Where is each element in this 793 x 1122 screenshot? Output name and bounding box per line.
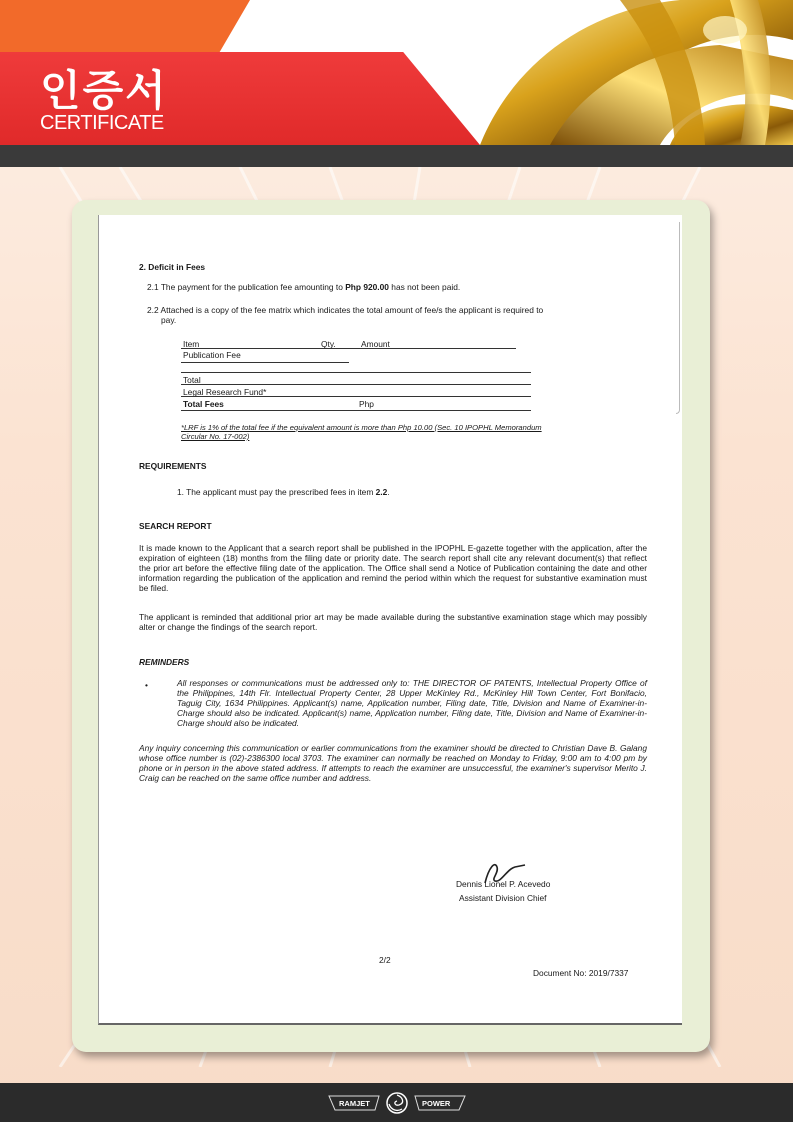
certificate-document — [98, 215, 682, 1025]
section-requirements-title: REQUIREMENTS — [139, 461, 207, 471]
ramjet-power-logo — [327, 1092, 467, 1114]
col-item: Item — [183, 339, 200, 349]
search-report-paragraph-2: The applicant is reminded that additional prior art may be made available during the substantive examination stage which may possibly alter or change the findings of the search report. — [139, 612, 647, 632]
page-number: 2/2 — [379, 955, 391, 965]
scan-edge — [676, 222, 680, 414]
gold-turbine-graphic — [470, 0, 793, 145]
table-rule — [181, 372, 531, 373]
inquiry-paragraph: Any inquiry concerning this communication or earlier communications from the examiner should be directed to Christian Dave B. Galang whose office number is (02)-2386300 local 3703. The examiner can normally be reached on Monday to Friday, 9:00 am to 4:00 pm by phone or in person in the above stated address. If attempts to reach the examiner are unsuccessful, the examiner's supervisor Merito J. Craig can be reached on the same office number and address. — [139, 743, 647, 783]
requirement-1: 1. The applicant must pay the prescribed fees in item 2.2. — [177, 487, 390, 497]
col-amount: Amount — [361, 339, 390, 349]
table-rule — [181, 396, 531, 397]
table-rule — [181, 348, 516, 349]
lrf-footnote: *LRF is 1% of the total fee if the equivalent amount is more than Php 10.00 (Sec. 10 IPOPHL Memorandum Circular No. 17-002) — [181, 423, 542, 441]
item-2-2: 2.2 Attached is a copy of the fee matrix which indicates the total amount of fee/s the applicant is required to pay. — [147, 305, 544, 325]
row-legal-research-fund: Legal Research Fund* — [183, 387, 267, 397]
orange-accent — [0, 0, 250, 60]
signatory-name: Dennis Lionel P. Acevedo — [456, 879, 551, 889]
table-rule — [181, 410, 531, 411]
signatory-title: Assistant Division Chief — [459, 893, 547, 903]
row-total-fees: Total Fees — [183, 399, 224, 409]
table-rule — [181, 362, 349, 363]
logo-text-left: RAMJET — [339, 1099, 370, 1108]
document-number: Document No: 2019/7337 — [533, 968, 629, 978]
row-publication-fee: Publication Fee — [183, 350, 241, 360]
table-rule — [181, 384, 531, 385]
row-total-fees-value: Php — [359, 399, 374, 409]
header-divider — [0, 145, 793, 167]
section-search-report-title: SEARCH REPORT — [139, 521, 212, 531]
page-title-korean: 인증서 — [40, 66, 168, 115]
logo-text-right: POWER — [422, 1099, 451, 1108]
reminder-bullet: • — [145, 680, 148, 690]
section-deficit-title: 2. Deficit in Fees — [139, 262, 206, 272]
section-reminders-title: REMINDERS — [139, 657, 190, 667]
search-report-paragraph-1: It is made known to the Applicant that a search report shall be published in the IPOPHL E-gazette together with the application, after the expiration of eighteen (18) months from the filing date or priority date. The search report shall cite any relevant document(s) that reflect the prior art before the effective filing date of the application. The Office shall send a Notice of Publication containing the date and other information regarding the publication of the application and remind the period within which the request for substantive examination must be filed. — [139, 543, 647, 593]
col-qty: Qty. — [321, 339, 336, 349]
reminder-1: All responses or communications must be addressed only to: THE DIRECTOR OF PATENTS, Intellectual Property Office of the Philippines, 14th Flr. Intellectual Property Center, 28 Upper McKinley Rd., McKinley Hill Town Center, Fort Bonifacio, Taguig City, 1634 Philippines. Applicant(s) name, Application number, Filing date, Title, Division and Name of Examiner-in-Charge should also be indicated. Applicant(s) name, Application number, Filing date, Title, Division and Name of Examiner-in-Charge should also be indicated. — [177, 678, 647, 728]
item-2-1: 2.1 The payment for the publication fee amounting to Php 920.00 has not been paid. — [147, 282, 461, 292]
page-title-english: CERTIFICATE — [40, 112, 164, 134]
row-total: Total — [183, 375, 201, 385]
header — [0, 0, 793, 145]
